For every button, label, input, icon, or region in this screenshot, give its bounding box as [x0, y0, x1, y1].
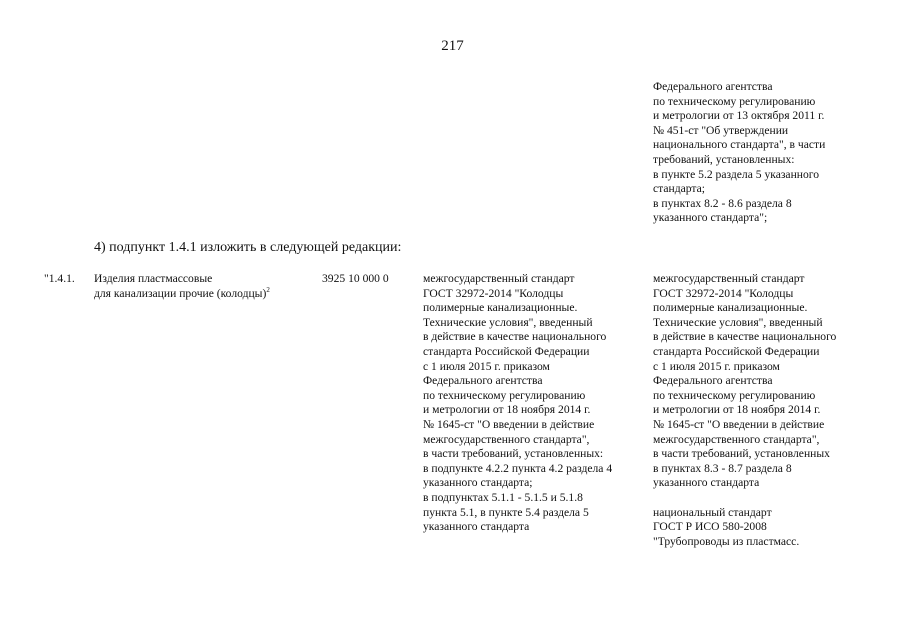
page-number: 217 — [441, 38, 464, 54]
item-name-line2: для канализации прочие (колодцы) — [94, 286, 267, 300]
item-name-line1: Изделия пластмассовые — [94, 272, 213, 285]
amendment-instruction: 4) подпункт 1.4.1 изложить в следующей редакции: — [94, 240, 402, 255]
standards-column-1: межгосударственный стандарт ГОСТ 32972-2014 "Колодцы полимерные канализационные. Технические условия", введенный в действие в качестве национального стандарта Российской Федерации с 1 июля 2015 г. приказом Федерального агентства по техническому регулированию и метрологии от 18 ноября 2014 г. № 1645-ст "О введении в действие межгосударственного стандарта", в части требований, установленных: в подпункте 4.2.2 пункта 4.2 раздела 4 указанного стандарта; в подпунктах 5.1.1 - 5.1.5 и 5.1.8 пункта 5.1, в пункте 5.4 раздела 5 указанного стандарта — [423, 272, 613, 534]
tn-ved-code: 3925 10 000 0 — [322, 272, 389, 285]
footnote-ref: 2 — [266, 285, 270, 294]
item-name — [94, 272, 324, 301]
standards-column-2: межгосударственный стандарт ГОСТ 32972-2014 "Колодцы полимерные канализационные. Технические условия", введенный в действие в качестве национального стандарта Российской Федерации с 1 июля 2015 г. приказом Федерального агентства по техническому регулированию и метрологии от 18 ноября 2014 г. № 1645-ст "О введении в действие межгосударственного стандарта", в части требований, установленных в пунктах 8.3 - 8.7 раздела 8 указанного стандарта национальный стандарт ГОСТ Р ИСО 580-2008 "Трубопроводы из пластмасс. — [653, 272, 837, 548]
item-number: "1.4.1. — [44, 272, 75, 285]
top-continuation-text: Федерального агентства по техническому регулированию и метрологии от 13 октября 2011 г. № 451-ст "Об утверждении национального стандарта", в части требований, установленных: в пункте 5.2 раздела 5 указанного стандарта; в пунктах 8.2 - 8.6 раздела 8 указанного стандарта"; — [653, 80, 826, 225]
